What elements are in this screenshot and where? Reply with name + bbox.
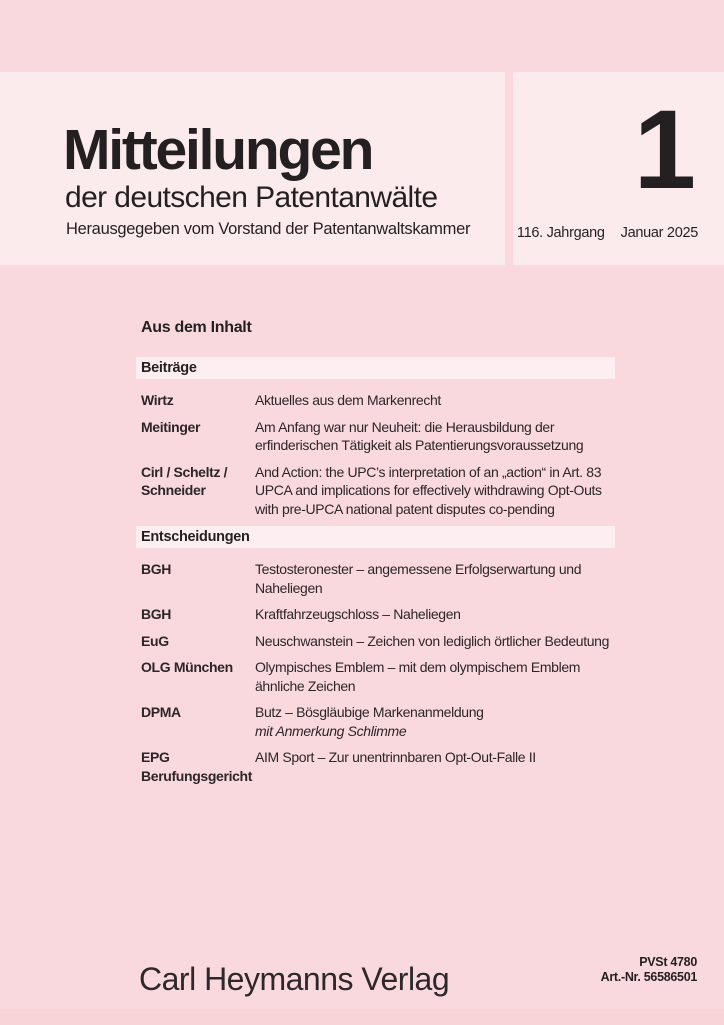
entry-title: And Action: the UPC’s interpretation of an „action“ in Art. 83 UPCA and implications for effectively withdrawing Opt-Outs with pre-UPCA national patent disputes co-pending [255, 463, 602, 517]
table-of-contents [136, 318, 615, 793]
entry-author: Wirtz [141, 392, 174, 408]
section-header-entscheidungen: Entscheidungen [136, 526, 615, 548]
header-title-panel [0, 72, 505, 265]
entry-title: Olympisches Emblem – mit dem olympischem Emblem ähnliche Zeichen [255, 659, 581, 694]
article-number: Art.-Nr. 56586501 [600, 970, 697, 984]
entry-author: Cirl / Scheltz / Schneider [141, 463, 228, 498]
entry-court: EPG Berufungsgericht [141, 749, 253, 784]
entry-title: Testosteronester – angemessene Erfolgserwartung und Naheliegen [255, 561, 582, 596]
toc-heading: Aus dem Inhalt [141, 319, 252, 336]
section-header-beitraege: Beiträge [136, 357, 615, 379]
entry-title: Aktuelles aus dem Markenrecht [255, 392, 441, 408]
header-issue-panel [513, 72, 724, 265]
issue-date: Januar 2025 [620, 225, 698, 241]
issue-number: 1 [633, 87, 694, 212]
entry-title: Kraftfahrzeugschloss – Naheliegen [255, 606, 461, 622]
publisher-name: Carl Heymanns Verlag [139, 961, 450, 997]
entry-court: BGH [141, 606, 172, 622]
toc-entry-wirtz [136, 391, 615, 410]
bottom-strip [0, 1009, 724, 1025]
toc-entry-eug-neuschwanstein [136, 632, 615, 651]
postal-id: PVSt 4780 [639, 955, 697, 969]
toc-entry-olg-muenchen [136, 658, 615, 695]
entry-court: BGH [141, 561, 172, 577]
toc-entry-bgh-testosteronester [136, 560, 615, 597]
toc-entry-meitinger [136, 418, 615, 455]
entry-court: EuG [141, 632, 169, 649]
entry-title [255, 703, 623, 740]
toc-entry-cirl-scheltz-schneider [136, 463, 615, 519]
entry-title: AIM Sport – Zur unentrinnbaren Opt-Out-Falle II [255, 749, 536, 765]
entry-court: DPMA [141, 704, 181, 720]
entry-title: Am Anfang war nur Neuheit: die Herausbildung der erfinderischen Tätigkeit als Patentierungsvoraussetzung [255, 418, 584, 453]
toc-entry-bgh-kraftfahrzeugschloss [136, 605, 615, 624]
journal-subtitle: der deutschen Patentanwälte [65, 181, 438, 214]
toc-entry-epg-aim-sport [136, 748, 615, 785]
journal-publisher-line: Herausgegeben vom Vorstand der Patentanwaltskammer [66, 220, 471, 238]
entry-title: Neuschwanstein – Zeichen von lediglich örtlicher Bedeutung [255, 632, 610, 649]
entry-author: Meitinger [141, 418, 201, 435]
entry-title-main: Butz – Bösgläubige Markenanmeldung [255, 704, 484, 720]
entry-court: OLG München [141, 659, 233, 675]
toc-entry-dpma-butz [136, 703, 615, 740]
journal-title: Mitteilungen [63, 118, 373, 182]
issue-meta [517, 225, 698, 241]
footer-meta [601, 955, 697, 985]
entry-annotation: mit Anmerkung Schlimme [255, 722, 407, 739]
volume-label: 116. Jahrgang [516, 225, 605, 241]
